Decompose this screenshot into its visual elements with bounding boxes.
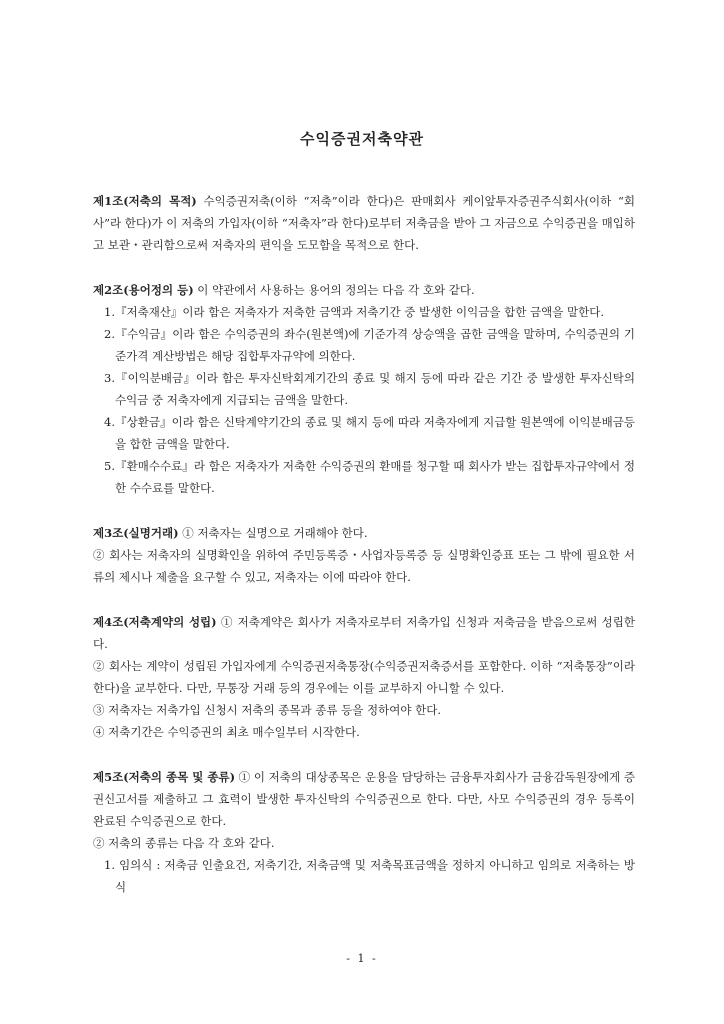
article-text: ① 이 저축의 대상종목은 운용을 담당하는 금융투자회사가 금융감독원장에게 증권신고서를 제출하고 그 효력이 발생한 투자신탁의 수익증권으로 한다. 다만, 사모 수익증권의 경우 등록이 완료된 수익증권으로 한다. bbox=[93, 770, 635, 828]
list-item: 4.『상환금』이라 함은 신탁계약기간의 종료 및 해지 등에 따라 저축자에게 지급할 원본액에 이익분배금등을 합한 금액을 말한다. bbox=[104, 415, 635, 451]
article-heading: 제5조(저축의 종목 및 종류) bbox=[93, 770, 236, 784]
document-title: 수익증권저축약관 bbox=[300, 130, 424, 148]
article-5 bbox=[93, 766, 635, 898]
article-heading: 제3조(실명거래) bbox=[93, 526, 179, 540]
list-item: 2.『수익금』이라 함은 수익증권의 좌수(원본액)에 기준가격 상승액을 곱한 금액을 말하며, 수익증권의 기준가격 계산방법은 해당 집합투자규약에 의한다. bbox=[104, 327, 635, 363]
document-body bbox=[93, 190, 635, 921]
article-text: ① 저축자는 실명으로 거래해야 한다. bbox=[178, 526, 368, 540]
article-lead bbox=[93, 522, 635, 544]
article-heading: 제2조(용어정의 등) bbox=[93, 283, 194, 297]
article-3 bbox=[93, 522, 635, 588]
page-number: - 1 - bbox=[346, 952, 378, 965]
article-heading: 제1조(저축의 목적) bbox=[93, 194, 197, 208]
article-heading: 제4조(저축계약의 성립) bbox=[93, 615, 217, 629]
article-lead bbox=[93, 611, 635, 655]
article-paragraph: ② 저축의 종류는 다음 각 호와 같다. bbox=[93, 836, 275, 850]
article-lead bbox=[93, 190, 635, 256]
list-item: 1. 임의식 : 저축금 인출요건, 저축기간, 저축금액 및 저축목표금액을 정하지 아니하고 임의로 저축하는 방식 bbox=[104, 858, 635, 894]
article-paragraph: ④ 저축기간은 수익증권의 최초 매수일부터 시작한다. bbox=[93, 725, 360, 739]
article-paragraph: ③ 저축자는 저축가입 신청시 저축의 종목과 종류 등을 정하여야 한다. bbox=[93, 703, 441, 717]
article-2 bbox=[93, 279, 635, 499]
article-lead bbox=[93, 766, 635, 832]
article-text: ① 저축계약은 회사가 저축자로부터 저축가입 신청과 저축금을 받음으로써 성립한다. bbox=[93, 615, 635, 651]
list-item: 1.『저축재산』이라 함은 저축자가 저축한 금액과 저축기간 중 발생한 이익금을 합한 금액을 말한다. bbox=[104, 305, 604, 319]
list-item: 5.『환매수수료』라 함은 저축자가 저축한 수익증권의 환매를 청구할 때 회사가 받는 집합투자규약에서 정한 수수료를 말한다. bbox=[104, 459, 635, 495]
article-4 bbox=[93, 611, 635, 743]
article-paragraph: ② 회사는 계약이 성립된 가입자에게 수익증권저축통장(수익증권저축증서를 포함한다. 이하 “저축통장”이라 한다)을 교부한다. 다만, 무통장 거래 등의 경우에는 이를 교부하지 아니할 수 있다. bbox=[93, 659, 635, 695]
article-lead bbox=[93, 279, 635, 301]
article-paragraph: ② 회사는 저축자의 실명확인을 위하여 주민등록증・사업자등록증 등 실명확인증표 또는 그 밖에 필요한 서류의 제시나 제출을 요구할 수 있고, 저축자는 이에 따라야 한다. bbox=[93, 548, 635, 584]
list-item: 3.『이익분배금』이라 함은 투자신탁회계기간의 종료 및 해지 등에 따라 같은 기간 중 발생한 투자신탁의 수익금 중 저축자에게 지급되는 금액을 말한다. bbox=[104, 371, 635, 407]
article-text: 이 약관에서 사용하는 용어의 정의는 다음 각 호와 같다. bbox=[193, 283, 475, 297]
article-text: 수익증권저축(이하 “저축”이라 한다)은 판매회사 케이앞투자증권주식회사(이하 “회사”라 한다)가 이 저축의 가입자(이하 “저축자”라 한다)로부터 저축금을 받아 그 자금으로 수익증권을 매입하고 보관・관리함으로써 저축자의 편익을 도모함을 목적으로 한다. bbox=[93, 194, 636, 252]
article-1 bbox=[93, 190, 635, 256]
